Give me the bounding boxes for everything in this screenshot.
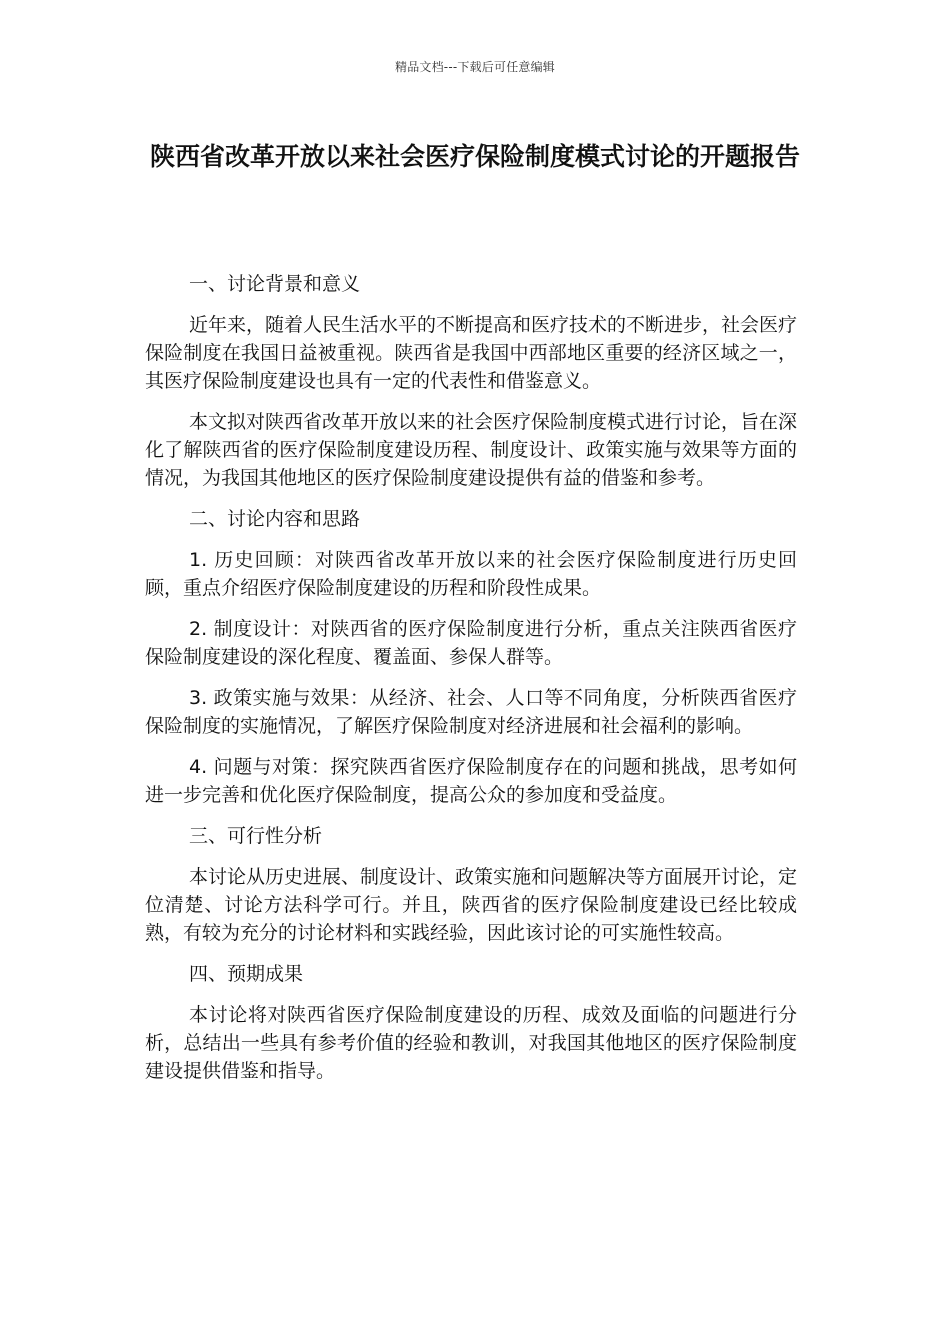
list-item-history: 1. 历史回顾：对陕西省改革开放以来的社会医疗保险制度进行历史回顾，重点介绍医疗保险制度建设的历程和阶段性成果。 — [145, 549, 797, 599]
document-body — [145, 270, 797, 1098]
paragraph: 本文拟对陕西省改革开放以来的社会医疗保险制度模式进行讨论，旨在深化了解陕西省的医疗保险制度建设历程、制度设计、政策实施与效果等方面的情况，为我国其他地区的医疗保险制度建设提供有益的借鉴和参考。 — [145, 411, 798, 489]
section-heading-outcomes: 四、预期成果 — [189, 963, 304, 985]
section-heading-feasibility: 三、可行性分析 — [189, 825, 323, 847]
paragraph: 本讨论将对陕西省医疗保险制度建设的历程、成效及面临的问题进行分析，总结出一些具有参考价值的经验和教训，对我国其他地区的医疗保险制度建设提供借鉴和指导。 — [145, 1004, 797, 1082]
list-item-problems: 4. 问题与对策：探究陕西省医疗保险制度存在的问题和挑战，思考如何进一步完善和优化医疗保险制度，提高公众的参加度和受益度。 — [145, 756, 797, 806]
document-title: 陕西省改革开放以来社会医疗保险制度模式讨论的开题报告 — [149, 142, 800, 171]
list-item-design: 2. 制度设计：对陕西省的医疗保险制度进行分析，重点关注陕西省医疗保险制度建设的深化程度、覆盖面、参保人群等。 — [145, 618, 797, 668]
section-heading-content: 二、讨论内容和思路 — [189, 508, 361, 530]
section-heading-background: 一、讨论背景和意义 — [189, 273, 361, 295]
header-note: 精品文档---下载后可任意编辑 — [395, 60, 555, 74]
list-item-policy: 3. 政策实施与效果：从经济、社会、人口等不同角度，分析陕西省医疗保险制度的实施情况，了解医疗保险制度对经济进展和社会福利的影响。 — [145, 687, 797, 737]
paragraph: 本讨论从历史进展、制度设计、政策实施和问题解决等方面展开讨论，定位清楚、讨论方法科学可行。并且，陕西省的医疗保险制度建设已经比较成熟，有较为充分的讨论材料和实践经验，因此该讨论的可实施性较高。 — [145, 866, 798, 944]
paragraph: 近年来，随着人民生活水平的不断提高和医疗技术的不断进步，社会医疗保险制度在我国日益被重视。陕西省是我国中西部地区重要的经济区域之一，其医疗保险制度建设也具有一定的代表性和借鉴意义。 — [145, 314, 798, 392]
